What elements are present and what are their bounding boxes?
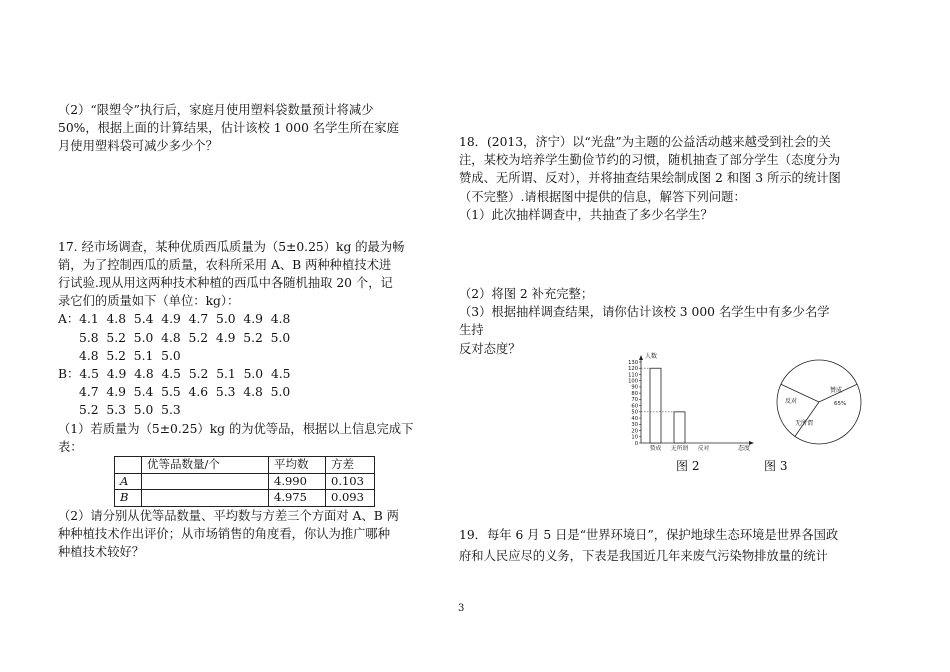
data-b-line-3: 5.2 5.3 5.0 5.3	[79, 403, 181, 418]
q18-1-line: （1）此次抽样调查中，共抽查了多少名学生？	[459, 207, 713, 222]
pie-chart-figure-3	[772, 355, 872, 455]
y-tick-label: 10	[631, 434, 638, 441]
y-tick-label: 80	[631, 390, 638, 397]
y-tick-label: 120	[628, 366, 638, 373]
y-tick-label: 30	[631, 422, 638, 429]
data-a-line-3: 4.8 5.2 5.1 5.0	[79, 348, 181, 363]
q19-line-1: 19．每年 6 月 5 日是“世界环境日”，保护地球生态环境是世界各国政	[459, 528, 839, 542]
y-tick-label: 0	[634, 440, 638, 447]
figure-2-caption: 图 2	[676, 459, 700, 473]
q19-block	[459, 525, 841, 566]
x-tick-label: 反对	[697, 446, 710, 452]
q18-line-4: （不完整）.请根据图中提供的信息，解答下列问题：	[459, 189, 746, 204]
table-header-cell: 方差	[326, 457, 375, 474]
bar-无所谓	[674, 412, 685, 443]
y-tick-label: 70	[631, 397, 638, 404]
table-cell: 0.103	[326, 473, 375, 490]
q16-2-line-3: 月使用塑料袋可减少多少个？	[58, 139, 218, 154]
y-tick-label: 100	[628, 378, 638, 385]
q18-line-2: 注，某校为培养学生勤俭节约的习惯，随机抽查了部分学生（态度分为	[459, 153, 841, 168]
left-column	[58, 101, 420, 561]
q17-2-line-2: 种种植技术作出评价；从市场销售的角度看，你认为推广哪种	[58, 526, 391, 541]
q17-line-2: 销，为了控制西瓜的质量，农科所采用 A、B 两种种植技术进	[58, 257, 392, 272]
y-tick-label: 90	[631, 384, 638, 391]
q17-1-line-2: 表：	[58, 439, 83, 454]
q16-2-line-2: 50%，根据上面的计算结果，估计该校 1 000 名学生所在家庭	[58, 121, 399, 136]
q17-2-line-3: 种植技术较好？	[58, 544, 145, 559]
pie-percent-label: 65%	[834, 401, 847, 407]
table-cell: 4.990	[269, 473, 326, 490]
table-cell	[142, 473, 269, 490]
y-tick-label: 40	[631, 415, 638, 422]
q17-1-line-1: （1）若质量为（5±0.25）kg 的为优等品，根据以上信息完成下	[58, 421, 414, 436]
y-tick-label: 60	[631, 403, 638, 410]
q17-line-1: 17. 经市场调查，某种优质西瓜质量为（5±0.25）kg 的最为畅	[58, 239, 405, 254]
q17-line-3: 行试验.现从用这两种技术种植的西瓜中各随机抽取 20 个，记	[58, 276, 393, 291]
y-axis-label: 人数	[645, 353, 658, 360]
y-tick-label: 20	[631, 428, 638, 435]
pie-slice-label: 反对	[785, 398, 798, 405]
figure-area	[620, 351, 900, 476]
x-axis-label: 态度	[738, 445, 751, 452]
q18-line-1: 18．(2013，济宁）以“光盘”为主题的公益活动越来越受到社会的关	[459, 135, 831, 149]
data-a-line-2: 5.8 5.2 5.0 4.8 5.2 4.9 5.2 5.0	[79, 330, 291, 345]
data-a-line-1: A：4.1 4.8 5.4 4.9 4.7 5.0 4.9 4.8	[58, 312, 291, 327]
table-header-cell	[115, 457, 142, 474]
stats-table	[114, 456, 375, 507]
q19-line-2: 府和人民应尽的义务，下表是我国近几年来废气污染物排放量的统计	[459, 548, 828, 563]
x-tick-label: 赞成	[649, 446, 662, 452]
table-cell: A	[115, 473, 142, 490]
table-header-cell: 平均数	[269, 457, 326, 474]
figure-3-caption: 图 3	[764, 459, 788, 473]
data-b-line-2: 4.7 4.9 5.4 5.5 4.6 5.3 4.8 5.0	[79, 385, 291, 400]
q18-2-line: （2）将图 2 补充完整；	[459, 287, 594, 302]
table-row	[115, 473, 375, 490]
table-cell: B	[115, 490, 142, 507]
bar-赞成	[650, 368, 661, 443]
table-cell	[142, 490, 269, 507]
q16-2-line-1: （2）“限塑令”执行后，家庭月使用塑料袋数量预计将减少	[58, 103, 374, 117]
q18-3-line-1: （3）根据抽样调查结果，请你估计该校 3 000 名学生中有多少名学生持	[459, 305, 830, 338]
page-number: 3	[458, 603, 465, 614]
y-tick-label: 50	[631, 409, 638, 416]
q17-2-line-1: （2）请分别从优等品数量、平均数与方差三个方面对 A、B 两	[58, 508, 399, 523]
q17-line-4: 录它们的质量如下（单位：kg）：	[58, 294, 240, 309]
y-tick-label: 130	[628, 359, 638, 366]
pie-slice-label: 无所谓	[795, 420, 814, 427]
bar-chart-figure-2	[620, 351, 770, 456]
right-column	[459, 133, 841, 358]
table-cell: 4.975	[269, 490, 326, 507]
table-cell: 0.093	[326, 490, 375, 507]
x-tick-label: 无所谓	[670, 446, 689, 452]
table-row	[115, 490, 375, 507]
q18-line-3: 赞成、无所谓、反对），并将抽查结果绘制成图 2 和图 3 所示的统计图	[459, 171, 841, 186]
q18-3-line-2: 反对态度？	[459, 341, 521, 356]
pie-slice-label: 赞成	[830, 387, 843, 394]
data-b-line-1: B：4.5 4.9 4.8 4.5 5.2 5.1 5.0 4.5	[58, 367, 291, 382]
y-axis-arrow	[639, 355, 643, 360]
table-header-cell: 优等品数量/个	[142, 457, 269, 474]
table-header-row	[115, 457, 375, 474]
y-tick-label: 110	[628, 372, 638, 379]
